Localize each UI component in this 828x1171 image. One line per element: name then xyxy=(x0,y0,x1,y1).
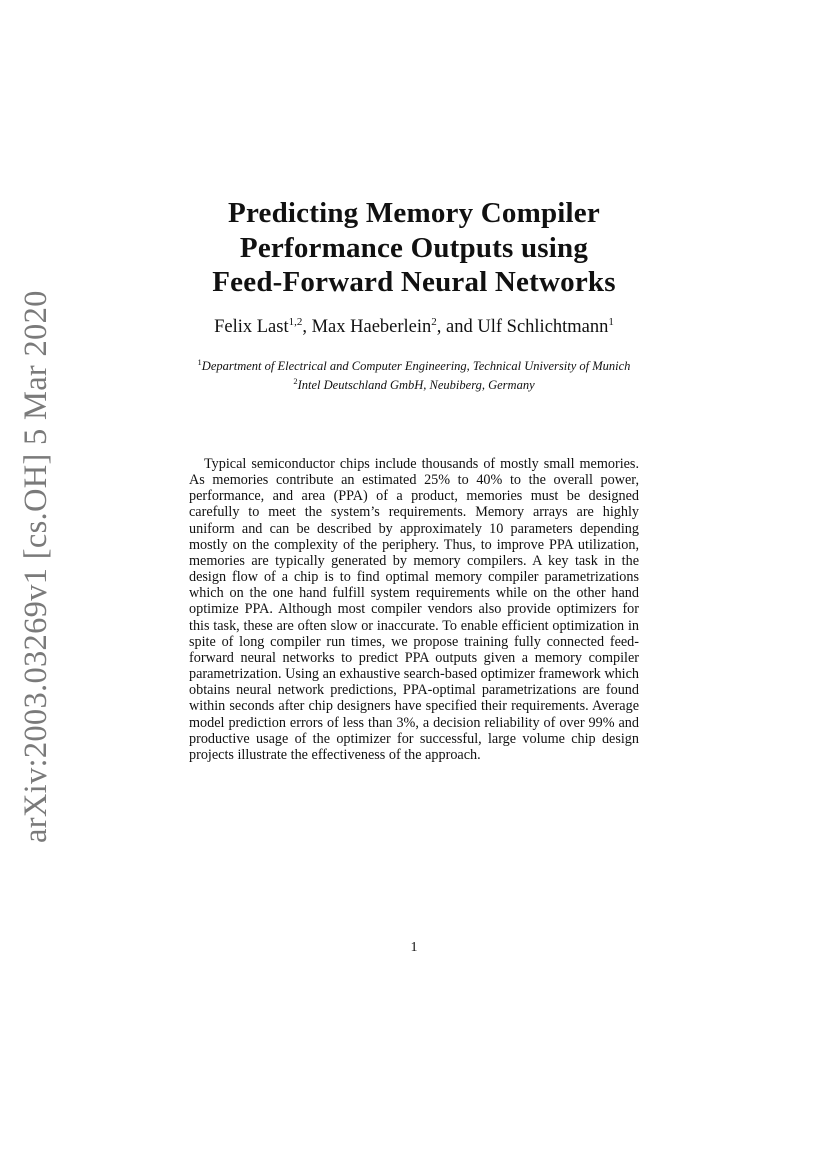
affiliation-mark: 2 xyxy=(293,376,298,386)
author-list xyxy=(100,316,728,338)
paper-title xyxy=(140,196,688,300)
author-name: Felix Last xyxy=(214,317,289,337)
affiliation-1 xyxy=(100,355,728,374)
affiliation-mark: 1 xyxy=(197,357,202,367)
author-affiliation-mark: 1,2 xyxy=(288,316,303,328)
author-name: Ulf Schlichtmann xyxy=(477,317,609,337)
title-line-3: Feed-Forward Neural Networks xyxy=(212,266,616,298)
page-number: 1 xyxy=(410,940,418,955)
title-line-1: Predicting Memory Compiler xyxy=(228,197,600,229)
affiliation-text: Department of Electrical and Computer Engineering, Technical University of Munich xyxy=(201,359,631,373)
abstract-paragraph: Typical semiconductor chips include thousands of mostly small memories. As memories contribute an estimated 25% to 40% to the overall power, performance, and area (PPA) of a product, memories must be designed carefully to meet the system’s requirements. Memory arrays are highly uniform and can be described by approximately 10 parameters depending mostly on the complexity of the periphery. Thus, to improve PPA utilization, memories are typically generated by memory compilers. A key task in the design flow of a chip is to find optimal memory compiler parametrizations which on the one hand fulfill system requirements while on the other hand optimize PPA. Although most compiler vendors also provide optimizers for this task, these are often slow or inaccurate. To enable efficient optimization in spite of long compiler run times, we propose training fully connected feed-forward neural networks to predict PPA outputs given a memory compiler parametrization. Using an exhaustive search-based optimizer framework which obtains neural network predictions, PPA-optimal parametrizations are found within seconds after chip designers have specified their requirements. Average model prediction errors of less than 3%, a decision reliability of over 99% and productive usage of the optimizer for successful, large volume chip design projects illustrate the effectiveness of the approach. xyxy=(189,456,639,763)
author-separator: , xyxy=(302,317,312,337)
author-separator: , and xyxy=(436,317,478,337)
affiliation-2 xyxy=(100,374,728,393)
author-affiliation-mark: 1 xyxy=(608,316,614,328)
affiliation-text: Intel Deutschland GmbH, Neubiberg, Germany xyxy=(297,378,535,392)
affiliation-list xyxy=(100,355,728,393)
author-name: Max Haeberlein xyxy=(311,317,432,337)
title-line-2: Performance Outputs using xyxy=(239,231,589,264)
arxiv-identifier-stamp: arXiv:2003.03269v1 [cs.OH] 5 Mar 2020 xyxy=(18,290,54,843)
author-affiliation-mark: 2 xyxy=(431,316,437,328)
